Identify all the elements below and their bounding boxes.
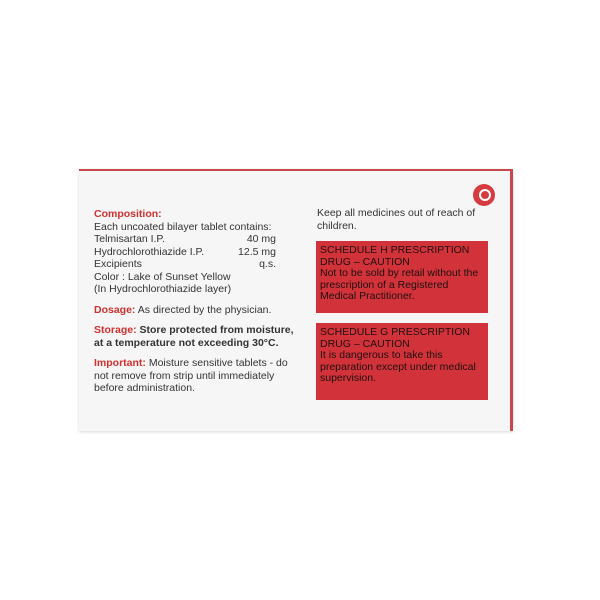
ingredient-row: [94, 233, 304, 246]
ingredient-name: Excipients: [94, 258, 142, 270]
brand-logo-icon: [473, 184, 495, 206]
storage-section: [94, 324, 304, 349]
important-label: Important:: [94, 357, 146, 369]
dosage-label: Dosage:: [94, 303, 136, 316]
dosage-section: [94, 304, 304, 317]
keep-away-text: Keep all medicines out of reach of children.: [317, 207, 476, 232]
composition-intro: Each uncoated bilayer tablet contains:: [94, 220, 272, 233]
schedule-h-caution-box: [316, 241, 488, 313]
schedule-g-text: It is dangerous to take this preparation except under medical supervision.: [320, 349, 476, 384]
schedule-g-title: SCHEDULE G PRESCRIPTION DRUG – CAUTION: [320, 326, 470, 350]
schedule-h-text: Not to be sold by retail without the prescription of a Registered Medical Practitioner.: [320, 267, 479, 302]
schedule-g-caution-box: [316, 323, 488, 400]
important-text: Moisture sensitive tablets - do not remove from strip until immediately before administration.: [94, 357, 288, 394]
composition-title: Composition:: [94, 208, 162, 220]
ingredient-name: Hydrochlorothiazide I.P.: [94, 245, 205, 258]
schedule-h-title: SCHEDULE H PRESCRIPTION DRUG – CAUTION: [320, 244, 470, 268]
storage-label: Storage:: [94, 324, 137, 336]
ingredient-value: 40 mg: [246, 233, 276, 245]
ingredient-row: [94, 258, 304, 271]
important-section: [94, 357, 304, 395]
color-line: Color : Lake of Sunset Yellow: [94, 270, 231, 283]
ingredient-name: Telmisartan I.P.: [94, 233, 166, 245]
color-note: (In Hydrochlorothiazide layer): [94, 283, 232, 295]
dosage-text: As directed by the physician.: [135, 303, 272, 316]
composition-column: [94, 208, 304, 395]
ingredient-value: q.s.: [259, 258, 276, 270]
storage-text: Store protected from moisture, at a temperature not exceeding 30°C.: [94, 324, 294, 349]
ingredient-value: 12.5 mg: [238, 245, 276, 258]
ingredient-row: [94, 246, 304, 259]
